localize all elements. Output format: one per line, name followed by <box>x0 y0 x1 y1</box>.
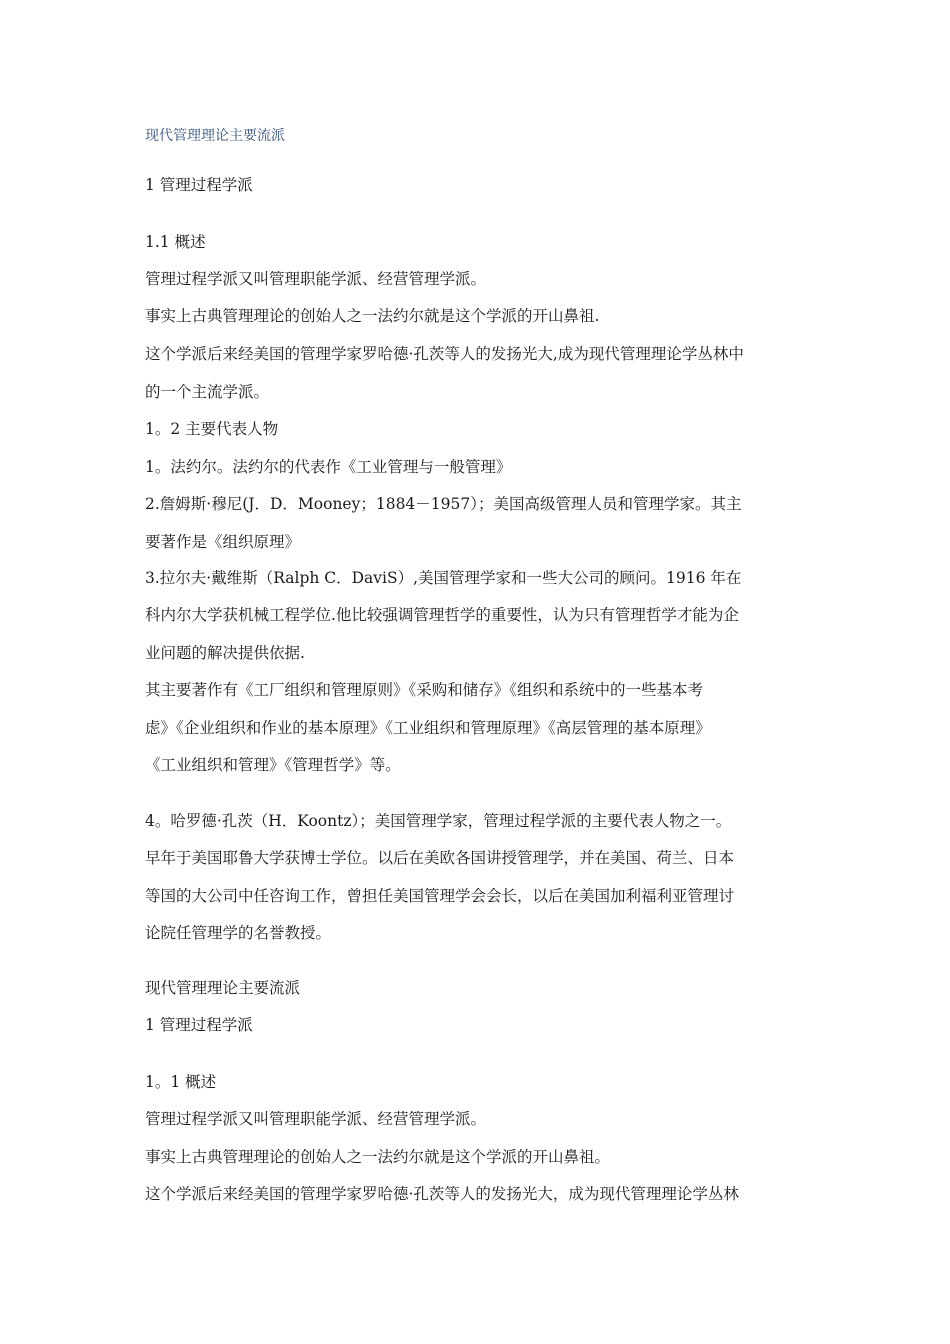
paragraph-line: 虑》《企业组织和作业的基本原理》《工业组织和管理原理》《高层管理的基本原理》 <box>145 719 711 737</box>
paragraph-line: 科内尔大学获机械工程学位.他比较强调管理哲学的重要性，认为只有管理哲学才能为企 <box>145 606 739 624</box>
paragraph-line: 管理过程学派又叫管理职能学派、经营管理学派。 <box>145 270 487 288</box>
section-heading: 1 管理过程学派 <box>145 176 253 194</box>
paragraph-line: 4。哈罗德·孔茨（H．Koontz）；美国管理学家，管理过程学派的主要代表人物之一。 <box>145 812 732 830</box>
document-title: 现代管理理论主要流派 <box>145 128 285 144</box>
paragraph-line: 管理过程学派又叫管理职能学派、经营管理学派。 <box>145 1110 487 1128</box>
paragraph-line: 2.詹姆斯·穆尼(J．D．Mooney；1884－1957）；美国高级管理人员和管理学家。其主 <box>145 495 742 513</box>
paragraph-line: 要著作是《组织原理》 <box>145 533 301 551</box>
paragraph-line: 《工业组织和管理》《管理哲学》等。 <box>145 756 401 774</box>
subsection-heading: 1.1 概述 <box>145 233 206 251</box>
paragraph-line: 事实上古典管理理论的创始人之一法约尔就是这个学派的开山鼻祖。 <box>145 1148 611 1166</box>
subsection-heading: 1。1 概述 <box>145 1073 217 1091</box>
paragraph-line: 事实上古典管理理论的创始人之一法约尔就是这个学派的开山鼻祖. <box>145 307 600 325</box>
paragraph-line: 等国的大公司中任咨询工作，曾担任美国管理学会会长，以后在美国加利福利亚管理讨 <box>145 887 735 905</box>
subsection-heading: 1。2 主要代表人物 <box>145 420 279 438</box>
paragraph-line: 1。法约尔。法约尔的代表作《工业管理与一般管理》 <box>145 458 512 476</box>
paragraph-line: 这个学派后来经美国的管理学家罗哈德·孔茨等人的发扬光大，成为现代管理理论学丛林 <box>145 1185 739 1203</box>
section-heading: 1 管理过程学派 <box>145 1016 253 1034</box>
document-title-repeat: 现代管理理论主要流派 <box>145 979 301 997</box>
paragraph-line: 这个学派后来经美国的管理学家罗哈德·孔茨等人的发扬光大,成为现代管理理论学丛林中 <box>145 345 744 363</box>
paragraph-line: 业问题的解决提供依据. <box>145 644 305 662</box>
paragraph-line: 3.拉尔夫·戴维斯（Ralph C．DaviS）,美国管理学家和一些大公司的顾问。1916 年在 <box>145 569 742 587</box>
paragraph-line: 早年于美国耶鲁大学获博士学位。以后在美欧各国讲授管理学，并在美国、荷兰、日本 <box>145 849 735 867</box>
paragraph-line: 其主要著作有《工厂组织和管理原则》《采购和储存》《组织和系统中的一些基本考 <box>145 681 704 699</box>
paragraph-line: 的一个主流学派。 <box>145 383 270 401</box>
paragraph-line: 论院任管理学的名誉教授。 <box>145 924 332 942</box>
